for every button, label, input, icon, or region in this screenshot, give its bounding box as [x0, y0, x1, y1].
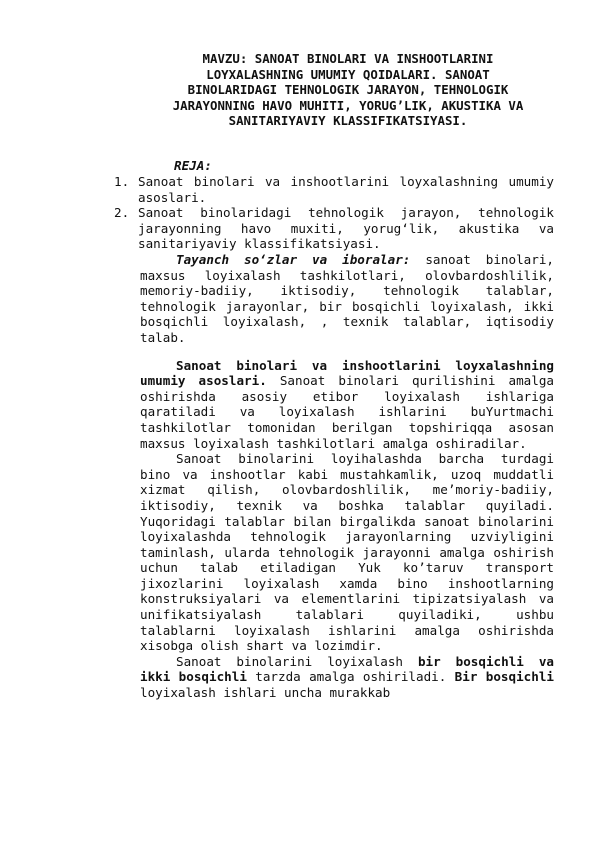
- p3-post: loyixalash ishlari uncha murakkab: [140, 685, 391, 701]
- plan-list: [114, 174, 554, 252]
- plan-item-text: Sanoat binolaridagi tehnologik jarayon, tehnologik jarayonning havo muxiti, yorug‘lik, akustika va sanitariyaviy klassifikatsiyasi.: [138, 205, 554, 252]
- p3-pre: Sanoat binolarini loyixalash: [176, 653, 418, 669]
- plan-item-number: 2.: [114, 205, 130, 221]
- title-line: LOYXALASHNING UMUMIY QOIDALARI. SANOAT: [206, 66, 490, 82]
- keywords-label: Tayanch so‘zlar va iboralar:: [176, 252, 411, 267]
- plan-item-text: Sanoat binolari va inshootlarini loyxalashning umumiy asoslari.: [138, 174, 554, 205]
- plan-item: [114, 205, 554, 252]
- body-paragraph: Sanoat binolarini loyihalashda barcha turdagi bino va inshootlar kabi mustahkamlik, uzoq muddatli xizmat qilish, olovbardoshlilik, me’moriy-badiiy, iktisodiy, texnik va boshka talablar quyiladi. Yuqoridagi talablar bilan birgalikda sanoat binolarini loyixalashda tehnologik jarayonlarning uzviyligini taminlash, ularda tehnologik jarayonni amalga oshirish uchun talab etiladigan Yuk ko’taruv transport jixozlarini loyixalash xamda bino inshootlarning konstruksiyalari va elementlarini tipizatsiyalash va unifikatsiyalash talablari quyiladiki, ushbu talablarni loyixalash ishlarini amalga oshirishda xisobga olish shart va lozimdir.: [140, 451, 554, 654]
- title-line: JARAYONNING HAVO MUHITI, YORUG’LIK, AKUSTIKA VA: [172, 97, 524, 113]
- title-line: BINOLARIDAGI TEHNOLOGIK JARAYON, TEHNOLOGIK: [187, 82, 509, 98]
- p3-bold-2: Bir bosqichli: [454, 669, 554, 685]
- p3-bold-1: bir bosqichli va ikki bosqichli: [140, 653, 554, 685]
- section-paragraph: [140, 358, 554, 452]
- title-line: MAVZU: SANOAT BINOLARI VA INSHOOTLARINI: [202, 51, 494, 66]
- p3-mid: tarzda amalga oshiriladi.: [246, 669, 455, 685]
- document-title: [138, 51, 558, 129]
- body-paragraph-final: [140, 654, 554, 701]
- section-heading: Sanoat binolari va inshootlarini loyxalashning umumiy asoslari.: [140, 357, 554, 389]
- keywords-paragraph: [140, 252, 554, 346]
- keywords-text: sanoat binolari, maxsus loyixalash tashkilotlari, olovbardoshlilik, memoriy-badiiy, iktisodiy, tehnologik talablar, tehnologik jarayonlar, bir bosqichli loyixalash, ikki bosqichli loyixalash, , texnik talablar, iqtisodiy talab.: [140, 252, 554, 345]
- title-line: SANITARIYAVIY KLASSIFIKATSIYASI.: [228, 113, 468, 129]
- plan-heading: REJA:: [174, 158, 212, 173]
- plan-item: [114, 174, 554, 205]
- main-text: [140, 252, 554, 701]
- section-intro: Sanoat binolari qurilishini amalga oshirishda asosiy etibor loyixalash ishlariga qaratiladi va loyixalash ishlarini buYurtmachi tashkilotlar tomonidan berilgan topshiriqqa asosan maxsus loyixalash tashkilotlari amalga oshiradilar.: [140, 373, 554, 451]
- plan-item-number: 1.: [114, 174, 130, 189]
